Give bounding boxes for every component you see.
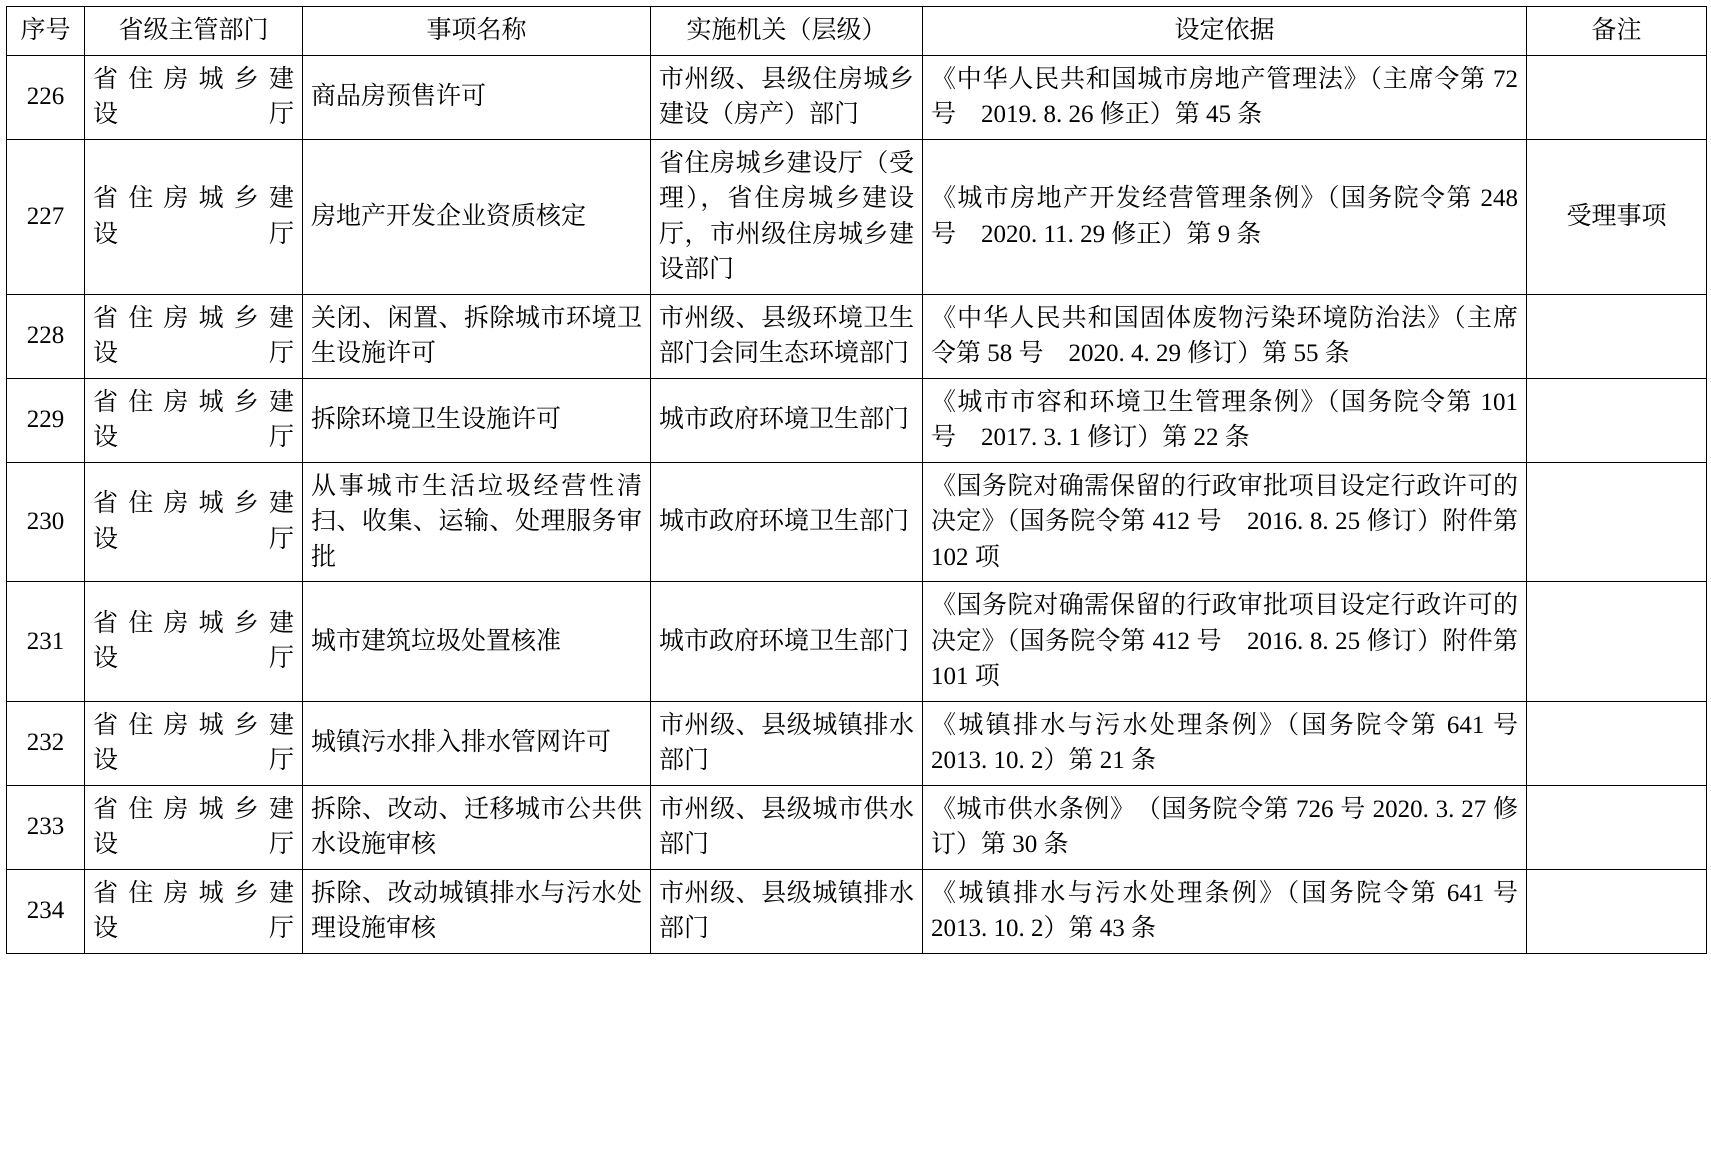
cell-remarks — [1527, 701, 1707, 785]
table-header-row — [7, 7, 1707, 56]
cell-implementing-organ: 市州级、县级城市供水部门 — [651, 785, 923, 869]
cell-department — [85, 55, 303, 139]
cell-implementing-organ: 省住房城乡建设厅（受理），省住房城乡建设厅，市州级住房城乡建设部门 — [651, 139, 923, 294]
department-line-2: 设厅 — [93, 340, 294, 367]
cell-legal-basis: 《国务院对确需保留的行政审批项目设定行政许可的决定》（国务院令第 412 号 2016. 8. 25 修订）附件第 101 项 — [923, 582, 1527, 702]
table-row — [7, 378, 1707, 462]
table-row — [7, 294, 1707, 378]
cell-department — [85, 378, 303, 462]
cell-department — [85, 582, 303, 702]
column-header-legal-basis: 设定依据 — [923, 7, 1527, 56]
cell-remarks: 受理事项 — [1527, 139, 1707, 294]
department-line-1: 省住房城乡建 — [93, 185, 294, 212]
department-line-1: 省住房城乡建 — [93, 490, 294, 518]
cell-item-name: 商品房预售许可 — [303, 55, 651, 139]
cell-item-name: 关闭、闲置、拆除城市环境卫生设施许可 — [303, 294, 651, 378]
table-row — [7, 785, 1707, 869]
cell-seq: 232 — [7, 701, 85, 785]
table-row — [7, 701, 1707, 785]
cell-legal-basis: 《国务院对确需保留的行政审批项目设定行政许可的决定》（国务院令第 412 号 2016. 8. 25 修订）附件第 102 项 — [923, 462, 1527, 582]
cell-legal-basis: 《中华人民共和国城市房地产管理法》（主席令第 72 号 2019. 8. 26 修正）第 45 条 — [923, 55, 1527, 139]
column-header-department: 省级主管部门 — [85, 7, 303, 56]
cell-seq: 234 — [7, 869, 85, 953]
cell-implementing-organ: 市州级、县级城镇排水部门 — [651, 869, 923, 953]
table-header — [7, 7, 1707, 56]
table-row — [7, 869, 1707, 953]
cell-department — [85, 294, 303, 378]
cell-remarks — [1527, 869, 1707, 953]
cell-legal-basis: 《中华人民共和国固体废物污染环境防治法》（主席令第 58 号 2020. 4. 29 修订）第 55 条 — [923, 294, 1527, 378]
cell-department — [85, 701, 303, 785]
department-line-1: 省住房城乡建 — [93, 795, 294, 823]
department-line-1: 省住房城乡建 — [93, 879, 294, 907]
cell-implementing-organ: 市州级、县级环境卫生部门会同生态环境部门 — [651, 294, 923, 378]
cell-legal-basis: 《城市市容和环境卫生管理条例》（国务院令第 101 号 2017. 3. 1 修订）第 22 条 — [923, 378, 1527, 462]
department-line-2: 设厅 — [93, 101, 294, 128]
cell-department — [85, 462, 303, 582]
department-line-2: 设厅 — [93, 525, 294, 553]
cell-seq: 228 — [7, 294, 85, 378]
cell-seq: 226 — [7, 55, 85, 139]
cell-remarks — [1527, 294, 1707, 378]
cell-department — [85, 785, 303, 869]
cell-department — [85, 869, 303, 953]
department-line-1: 省住房城乡建 — [93, 304, 294, 332]
cell-implementing-organ: 城市政府环境卫生部门 — [651, 462, 923, 582]
administrative-permits-table — [6, 6, 1707, 954]
cell-item-name: 房地产开发企业资质核定 — [303, 139, 651, 294]
cell-legal-basis: 《城市供水条例》 （国务院令第 726 号 2020. 3. 27 修订）第 30 条 — [923, 785, 1527, 869]
column-header-seq: 序号 — [7, 7, 85, 56]
cell-legal-basis: 《城镇排水与污水处理条例》（国务院令第 641 号 2013. 10. 2）第 21 条 — [923, 701, 1527, 785]
cell-implementing-organ: 城市政府环境卫生部门 — [651, 378, 923, 462]
cell-legal-basis: 《城市房地产开发经营管理条例》（国务院令第 248 号 2020. 11. 29 修正）第 9 条 — [923, 139, 1527, 294]
cell-implementing-organ: 城市政府环境卫生部门 — [651, 582, 923, 702]
cell-item-name: 城镇污水排入排水管网许可 — [303, 701, 651, 785]
cell-implementing-organ: 市州级、县级住房城乡建设（房产）部门 — [651, 55, 923, 139]
department-line-2: 设厅 — [93, 220, 294, 248]
cell-department — [85, 139, 303, 294]
department-line-2: 设厅 — [93, 915, 294, 942]
cell-remarks — [1527, 462, 1707, 582]
cell-item-name: 拆除环境卫生设施许可 — [303, 378, 651, 462]
department-line-1: 省住房城乡建 — [93, 388, 294, 416]
cell-seq: 233 — [7, 785, 85, 869]
cell-legal-basis: 《城镇排水与污水处理条例》（国务院令第 641 号 2013. 10. 2）第 43 条 — [923, 869, 1527, 953]
table-row — [7, 582, 1707, 702]
table-row — [7, 462, 1707, 582]
cell-remarks — [1527, 378, 1707, 462]
department-line-1: 省住房城乡建 — [93, 609, 294, 637]
cell-item-name: 拆除、改动城镇排水与污水处理设施审核 — [303, 869, 651, 953]
cell-item-name: 城市建筑垃圾处置核准 — [303, 582, 651, 702]
department-line-1: 省住房城乡建 — [93, 711, 294, 739]
department-line-1: 省住房城乡建 — [93, 65, 294, 93]
column-header-implementing-organ: 实施机关（层级） — [651, 7, 923, 56]
cell-seq: 231 — [7, 582, 85, 702]
cell-item-name: 拆除、改动、迁移城市公共供水设施审核 — [303, 785, 651, 869]
table-row — [7, 139, 1707, 294]
cell-remarks — [1527, 582, 1707, 702]
column-header-item-name: 事项名称 — [303, 7, 651, 56]
cell-remarks — [1527, 55, 1707, 139]
cell-implementing-organ: 市州级、县级城镇排水部门 — [651, 701, 923, 785]
department-line-2: 设厅 — [93, 747, 294, 774]
column-header-remarks: 备注 — [1527, 7, 1707, 56]
cell-seq: 230 — [7, 462, 85, 582]
department-line-2: 设厅 — [93, 831, 294, 858]
department-line-2: 设厅 — [93, 424, 294, 451]
cell-seq: 229 — [7, 378, 85, 462]
cell-item-name: 从事城市生活垃圾经营性清扫、收集、运输、处理服务审批 — [303, 462, 651, 582]
cell-remarks — [1527, 785, 1707, 869]
table-row — [7, 55, 1707, 139]
table-body — [7, 55, 1707, 953]
cell-seq: 227 — [7, 139, 85, 294]
department-line-2: 设厅 — [93, 645, 294, 673]
